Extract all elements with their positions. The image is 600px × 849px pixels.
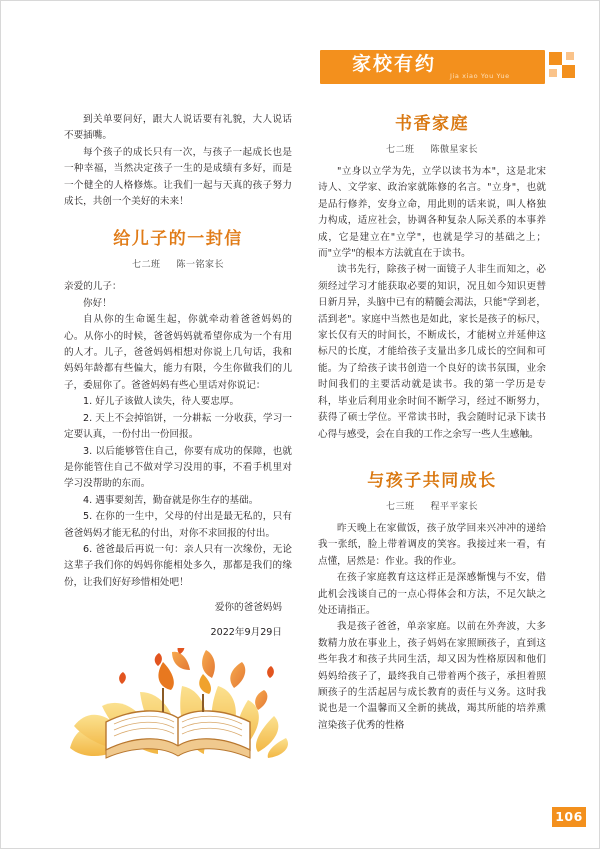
paragraph: 2. 天上不会掉馅饼，一分耕耘 一分收获，学习一定要认真，一份付出一份回报。 — [64, 412, 292, 441]
paragraph: 读书先行，除孩子树一面镜子人非生而知之，必须经过学习才能获取必要的知识，况且如今知识更替日新月异，头脑中已有的精髓会渴法，只能"学到老，活到老"。家庭中当然也是如此，家长是孩子的标尺，家长仅有天的时间长，不断成长，才能树立并延伸这标尺的长度，才能给孩子支量出多几成长的空间和可能。为了给孩子读书创造一个良好的读书氛围，业余时间我们的主要活动就是读书。我的第一学历是专科，毕业后利用业余时间不断学习，经过不断努力，获得了硕士学位。平常读书时，我会随时记录下读书心得与感受，会在自我的工作之余写一些人生感触。 — [318, 264, 546, 440]
paragraph: 在孩子家庭教育这这样正是深感惭愧与不安，借此机会浅谈自己的一点心得体会和方法，不足欠缺之处还请指正。 — [318, 572, 546, 616]
paragraph: 我是孩子爸爸，单亲家庭。以前在外奔波，大多数精力放在事业上，孩子妈妈在家照顾孩子，直到这些年我才和孩子共同生活，却又因为性格原因和他们妈妈给孩子了，最终我自己带着两个孩子，承担着照顾孩子的生活起居与成长教育的责任与义务。这时我说也是一个温馨而又全新的挑战，竭其所能的培养熏渲染孩子优秀的性格 — [318, 621, 546, 731]
page-number: 106 — [552, 807, 586, 827]
byline — [318, 142, 546, 155]
paragraph: 1. 好儿子该做人读失，待人要忠厚。 — [83, 396, 240, 408]
byline-author: 陈傲星家长 — [430, 145, 479, 155]
article-title-letter-to-son: 给儿子的一封信 — [113, 229, 243, 250]
paragraph: 你好！ — [83, 297, 112, 309]
header-decoration-squares — [549, 52, 581, 84]
byline-class: 七二班 — [385, 145, 415, 155]
paragraph: 6. 爸爸最后再说一句：亲人只有一次缘份，无论这辈子我们你的妈妈你能相处多久，那都是我们的缘份，让我们好好珍惜相处吧！ — [64, 543, 292, 588]
paragraph: 亲爱的儿子： — [64, 281, 122, 293]
paragraph: 4. 遇事要刻苦，勤奋就是你生存的基础。 — [83, 494, 259, 506]
byline — [64, 257, 292, 270]
article-title-book-fragrant-family: 书香家庭 — [395, 114, 469, 134]
open-book-autumn-illustration — [62, 648, 294, 778]
header-subtitle: Jia xiao You Yue — [450, 72, 510, 80]
paragraph: "立身以立学为先，立学以读书为本"，这是北宋诗人、文学家、政治家就陈修的名言。"立身"，也就是品行修养，安身立命，用此则的话来说，叫人格独力构成，适应社会，协调各种复杂人际关系的本事养成，它是建立在"立学"，也就是学习的基础之上；而"立学"的根本方法就直在于读书。 — [318, 166, 546, 260]
paragraph: 到关单要问好，跟大人说话要有礼貌，大人说话不要插嘴。 — [64, 114, 292, 142]
signoff-date: 2022年9月29日 — [210, 627, 282, 639]
article-title-growing-with-child: 与孩子共同成长 — [367, 470, 497, 491]
paragraph: 3. 以后能够管住自己，你要有成功的保障，也就是你能管住自己不做对学习没用的事，不看手机里对学习没帮助的东而。 — [64, 445, 292, 490]
signoff-author: 爱你的爸爸妈妈 — [214, 602, 282, 614]
byline-class: 七二班 — [131, 260, 161, 271]
byline-author: 程平平家长 — [430, 501, 479, 512]
paragraph: 5. 在你的一生中，父母的付出是最无私的，只有爸爸妈妈才能无私的付出，对你不求回报的付出。 — [64, 511, 292, 539]
byline-author: 陈一铭家长 — [176, 260, 225, 271]
paragraph: 每个孩子的成长只有一次，与孩子一起成长也是一种幸福，当然决定孩子一生的是成绩有多好，而是一个健全的人格修炼。让我们一起与天真的孩子努力成长，共创一个美好的未来！ — [64, 146, 292, 208]
byline-class: 七三班 — [385, 501, 415, 512]
left-column — [64, 112, 292, 641]
page-header — [300, 50, 585, 84]
paragraph: 昨天晚上在家做饭，孩子放学回来兴冲冲的递给我一张纸，脸上带着调皮的笑容。我接过来一看，有点懂，居然是：作业。我的作业。 — [318, 522, 546, 567]
paragraph: 自从你的生命诞生起，你就牵动着爸爸妈妈的心。从你小的时候，爸爸妈妈就希望你成为一个有用的人才。儿子，爸爸妈妈相想对你说上几句话，我和妈妈年龄都有些偏大，能力有限，今生你做我们的儿子，委屈你了。爸爸妈妈有些心里话对你说记： — [64, 314, 292, 391]
header-title: 家校有约 — [352, 53, 437, 75]
byline — [318, 499, 546, 512]
right-column — [318, 112, 546, 734]
